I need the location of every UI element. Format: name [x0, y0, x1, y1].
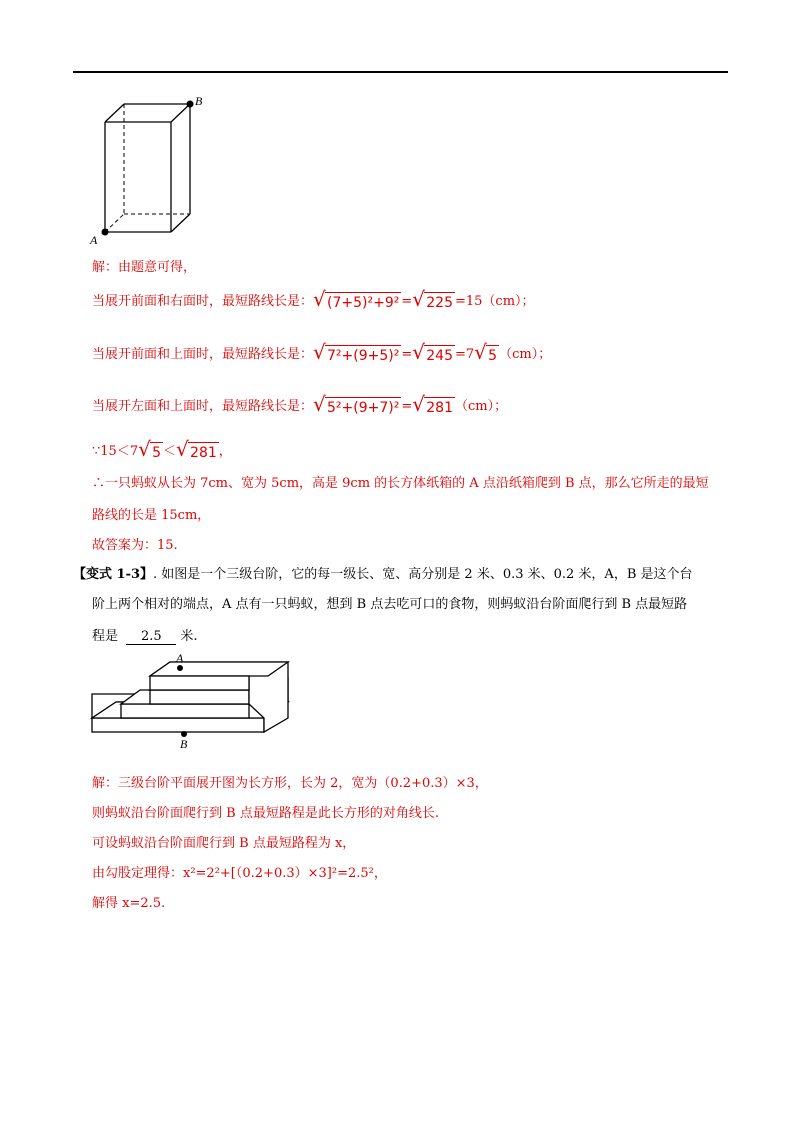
solution1-case3: 当展开左面和上面时，最短路线长是： √ 5²+(9+7)² = √ 281 （cm）； — [92, 392, 508, 416]
solution2-line-4: 由勾股定理得：x²=2²+[（0.2+0.3）×3]²=2.5²， — [92, 866, 387, 881]
answer-blank: 2.5 — [126, 630, 176, 645]
problem-line-3: 程是 2.5 米. — [92, 629, 198, 644]
problem-tag: 【变式 1-3】 — [73, 567, 154, 582]
solution1-case1: 当展开前面和右面时，最短路线长是： √ (7+5)²+9² = √ 225 =15（cm）； — [92, 287, 535, 311]
box-figure — [88, 94, 218, 246]
solution1-case2: 当展开前面和上面时，最短路线长是： √ 7²+(9+5)² = √ 245 =7 √ 5 （cm）； — [92, 340, 552, 364]
solution2-line-5: 解得 x=2.5. — [92, 896, 166, 911]
problem-line-1: 【变式 1-3】. 如图是一个三级台阶，它的每一级长、宽、高分别是 2 米、0.3 米、0.2 米，A，B 是这个台 — [73, 567, 693, 582]
problem-line-2: 阶上两个相对的端点，A 点有一只蚂蚁，想到 B 点去吃可口的食物，则蚂蚁沿台阶面爬行到 B 点最短路 — [92, 597, 688, 612]
solution1-answer: 故答案为：15. — [92, 538, 178, 553]
solution1-intro: 解：由题意可得， — [92, 260, 197, 275]
point-a-dot — [102, 229, 109, 236]
point-b-dot — [187, 101, 194, 108]
stairs-point-a-dot — [177, 665, 183, 671]
label-a: A — [90, 233, 98, 246]
stairs-figure — [88, 652, 298, 752]
solution2-line-1: 解：三级台阶平面展开图为长方形，长为 2，宽为（0.2+0.3）×3， — [92, 776, 488, 791]
solution2-line-2: 则蚂蚁沿台阶面爬行到 B 点最短路程是此长方形的对角线长. — [92, 806, 439, 821]
stairs-label-a: A — [176, 652, 184, 665]
header-rule — [73, 71, 728, 73]
solution1-compare: ∵15＜7 √ 5 ＜ √ 281 ， — [92, 437, 232, 461]
label-b: B — [195, 94, 203, 108]
solution2-line-3: 可设蚂蚁沿台阶面爬行到 B 点最短路程为 x， — [92, 836, 356, 851]
solution1-conclusion-2: 路线的长是 15cm， — [92, 508, 211, 523]
stairs-label-b: B — [180, 737, 188, 751]
solution1-conclusion-1: ∴一只蚂蚁从长为 7cm、宽为 5cm，高是 9cm 的长方体纸箱的 A 点沿纸箱爬到 B 点，那么它所走的最短 — [92, 476, 709, 491]
